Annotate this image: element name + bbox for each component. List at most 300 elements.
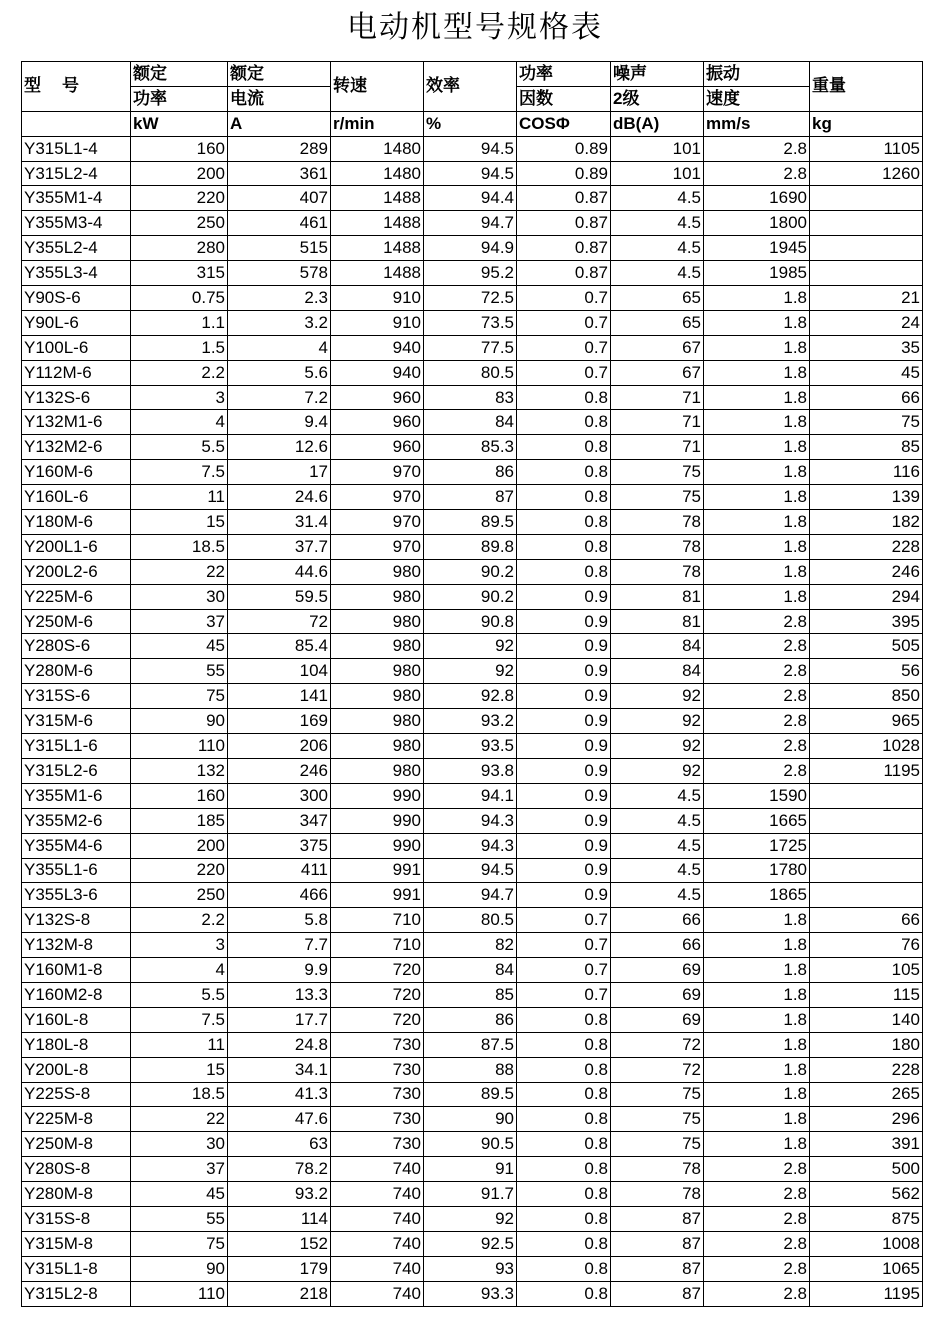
cell-weight: 45 <box>810 360 923 385</box>
unit-current: A <box>228 111 331 136</box>
cell-speed: 980 <box>331 734 424 759</box>
cell-noise: 69 <box>611 1007 704 1032</box>
cell-power-factor: 0.9 <box>517 684 611 709</box>
cell-weight: 35 <box>810 335 923 360</box>
cell-efficiency: 89.5 <box>424 510 517 535</box>
cell-vibration: 1.8 <box>704 584 810 609</box>
cell-vibration: 1.8 <box>704 485 810 510</box>
cell-vibration: 1.8 <box>704 559 810 584</box>
cell-power-factor: 0.89 <box>517 136 611 161</box>
cell-model: Y112M-6 <box>22 360 131 385</box>
cell-vibration: 1865 <box>704 883 810 908</box>
cell-power-factor: 0.9 <box>517 808 611 833</box>
cell-efficiency: 92 <box>424 634 517 659</box>
header-current-line1: 额定 <box>228 62 331 87</box>
cell-power-factor: 0.9 <box>517 783 611 808</box>
cell-speed: 1480 <box>331 161 424 186</box>
cell-power-factor: 0.7 <box>517 908 611 933</box>
cell-vibration: 1665 <box>704 808 810 833</box>
cell-speed: 960 <box>331 435 424 460</box>
cell-weight: 228 <box>810 534 923 559</box>
cell-model: Y315L2-4 <box>22 161 131 186</box>
table-row <box>22 485 923 510</box>
cell-noise: 84 <box>611 634 704 659</box>
cell-current: 63 <box>228 1132 331 1157</box>
cell-model: Y160L-8 <box>22 1007 131 1032</box>
cell-speed: 991 <box>331 858 424 883</box>
cell-model: Y315M-8 <box>22 1231 131 1256</box>
cell-weight: 395 <box>810 609 923 634</box>
cell-current: 466 <box>228 883 331 908</box>
cell-efficiency: 89.5 <box>424 1082 517 1107</box>
cell-speed: 980 <box>331 709 424 734</box>
cell-noise: 4.5 <box>611 833 704 858</box>
cell-weight: 182 <box>810 510 923 535</box>
cell-noise: 66 <box>611 933 704 958</box>
cell-model: Y315M-6 <box>22 709 131 734</box>
cell-power: 200 <box>131 833 228 858</box>
cell-power-factor: 0.8 <box>517 1107 611 1132</box>
cell-power-factor: 0.7 <box>517 982 611 1007</box>
cell-efficiency: 72.5 <box>424 286 517 311</box>
cell-power: 5.5 <box>131 982 228 1007</box>
cell-speed: 991 <box>331 883 424 908</box>
cell-current: 289 <box>228 136 331 161</box>
table-row <box>22 709 923 734</box>
cell-efficiency: 73.5 <box>424 310 517 335</box>
cell-power: 15 <box>131 1057 228 1082</box>
cell-speed: 980 <box>331 634 424 659</box>
cell-model: Y315L1-6 <box>22 734 131 759</box>
cell-current: 169 <box>228 709 331 734</box>
cell-speed: 980 <box>331 758 424 783</box>
cell-power-factor: 0.7 <box>517 933 611 958</box>
cell-speed: 910 <box>331 310 424 335</box>
cell-power: 30 <box>131 1132 228 1157</box>
cell-weight: 180 <box>810 1032 923 1057</box>
cell-vibration: 1.8 <box>704 1107 810 1132</box>
cell-vibration: 2.8 <box>704 734 810 759</box>
cell-model: Y225M-8 <box>22 1107 131 1132</box>
table-row <box>22 385 923 410</box>
cell-current: 114 <box>228 1206 331 1231</box>
cell-power: 55 <box>131 1206 228 1231</box>
cell-weight: 66 <box>810 908 923 933</box>
cell-noise: 71 <box>611 410 704 435</box>
cell-current: 41.3 <box>228 1082 331 1107</box>
header-efficiency: 效率 <box>424 62 517 112</box>
cell-model: Y132M2-6 <box>22 435 131 460</box>
cell-weight <box>810 211 923 236</box>
cell-current: 7.2 <box>228 385 331 410</box>
cell-noise: 65 <box>611 310 704 335</box>
cell-current: 407 <box>228 186 331 211</box>
cell-noise: 101 <box>611 161 704 186</box>
cell-noise: 81 <box>611 609 704 634</box>
cell-speed: 1480 <box>331 136 424 161</box>
cell-power: 45 <box>131 634 228 659</box>
cell-noise: 78 <box>611 534 704 559</box>
cell-power: 22 <box>131 1107 228 1132</box>
cell-noise: 72 <box>611 1032 704 1057</box>
cell-power-factor: 0.8 <box>517 1281 611 1306</box>
cell-power: 3 <box>131 385 228 410</box>
cell-efficiency: 92.5 <box>424 1231 517 1256</box>
cell-current: 78.2 <box>228 1157 331 1182</box>
cell-noise: 78 <box>611 1157 704 1182</box>
cell-power-factor: 0.8 <box>517 534 611 559</box>
cell-power: 7.5 <box>131 1007 228 1032</box>
cell-weight <box>810 883 923 908</box>
cell-power-factor: 0.8 <box>517 385 611 410</box>
cell-speed: 740 <box>331 1206 424 1231</box>
cell-power-factor: 0.8 <box>517 1206 611 1231</box>
cell-current: 85.4 <box>228 634 331 659</box>
cell-weight: 1008 <box>810 1231 923 1256</box>
cell-noise: 4.5 <box>611 186 704 211</box>
table-row <box>22 1281 923 1306</box>
cell-noise: 101 <box>611 136 704 161</box>
page-title: 电动机型号规格表 <box>347 10 603 45</box>
cell-current: 17.7 <box>228 1007 331 1032</box>
cell-power-factor: 0.9 <box>517 659 611 684</box>
cell-power: 4 <box>131 958 228 983</box>
table-row <box>22 684 923 709</box>
cell-speed: 990 <box>331 833 424 858</box>
cell-vibration: 1590 <box>704 783 810 808</box>
cell-noise: 75 <box>611 460 704 485</box>
unit-efficiency: % <box>424 111 517 136</box>
cell-model: Y315L1-4 <box>22 136 131 161</box>
cell-model: Y355M3-4 <box>22 211 131 236</box>
cell-model: Y132M-8 <box>22 933 131 958</box>
cell-speed: 970 <box>331 485 424 510</box>
cell-efficiency: 93.5 <box>424 734 517 759</box>
unit-noise: dB(A) <box>611 111 704 136</box>
cell-weight: 391 <box>810 1132 923 1157</box>
table-row <box>22 1107 923 1132</box>
cell-power: 220 <box>131 186 228 211</box>
cell-efficiency: 90.8 <box>424 609 517 634</box>
cell-vibration: 2.8 <box>704 1281 810 1306</box>
cell-power-factor: 0.8 <box>517 510 611 535</box>
cell-noise: 78 <box>611 510 704 535</box>
cell-power-factor: 0.87 <box>517 211 611 236</box>
cell-efficiency: 95.2 <box>424 261 517 286</box>
cell-speed: 740 <box>331 1231 424 1256</box>
cell-current: 5.8 <box>228 908 331 933</box>
table-row <box>22 460 923 485</box>
cell-model: Y355M1-6 <box>22 783 131 808</box>
cell-vibration: 1.8 <box>704 1032 810 1057</box>
cell-efficiency: 93.8 <box>424 758 517 783</box>
cell-vibration: 1985 <box>704 261 810 286</box>
cell-current: 24.8 <box>228 1032 331 1057</box>
cell-power-factor: 0.8 <box>517 1256 611 1281</box>
table-row <box>22 634 923 659</box>
cell-efficiency: 87 <box>424 485 517 510</box>
header-current-line2: 电流 <box>228 86 331 111</box>
cell-noise: 92 <box>611 758 704 783</box>
cell-power: 0.75 <box>131 286 228 311</box>
cell-power-factor: 0.7 <box>517 335 611 360</box>
cell-weight <box>810 858 923 883</box>
cell-power-factor: 0.8 <box>517 1032 611 1057</box>
cell-model: Y225S-8 <box>22 1082 131 1107</box>
cell-efficiency: 94.7 <box>424 211 517 236</box>
table-row <box>22 211 923 236</box>
cell-weight: 246 <box>810 559 923 584</box>
cell-speed: 1488 <box>331 186 424 211</box>
cell-current: 34.1 <box>228 1057 331 1082</box>
cell-power-factor: 0.8 <box>517 485 611 510</box>
cell-model: Y355L2-4 <box>22 236 131 261</box>
cell-speed: 740 <box>331 1157 424 1182</box>
cell-power: 75 <box>131 684 228 709</box>
cell-model: Y355M4-6 <box>22 833 131 858</box>
cell-vibration: 1.8 <box>704 335 810 360</box>
cell-weight: 505 <box>810 634 923 659</box>
cell-power: 55 <box>131 659 228 684</box>
cell-speed: 980 <box>331 659 424 684</box>
cell-weight: 139 <box>810 485 923 510</box>
table-body <box>22 136 923 1306</box>
cell-speed: 980 <box>331 609 424 634</box>
cell-current: 9.9 <box>228 958 331 983</box>
cell-power-factor: 0.9 <box>517 734 611 759</box>
cell-efficiency: 92.8 <box>424 684 517 709</box>
cell-power: 1.5 <box>131 335 228 360</box>
cell-noise: 92 <box>611 734 704 759</box>
cell-power-factor: 0.8 <box>517 410 611 435</box>
cell-vibration: 1.8 <box>704 1132 810 1157</box>
cell-power: 280 <box>131 236 228 261</box>
cell-power: 110 <box>131 1281 228 1306</box>
cell-weight: 1028 <box>810 734 923 759</box>
cell-power: 18.5 <box>131 1082 228 1107</box>
cell-model: Y200L2-6 <box>22 559 131 584</box>
cell-model: Y250M-6 <box>22 609 131 634</box>
cell-noise: 65 <box>611 286 704 311</box>
cell-weight: 115 <box>810 982 923 1007</box>
cell-power-factor: 0.9 <box>517 758 611 783</box>
cell-current: 9.4 <box>228 410 331 435</box>
cell-efficiency: 94.9 <box>424 236 517 261</box>
cell-power: 2.2 <box>131 360 228 385</box>
cell-weight <box>810 186 923 211</box>
cell-power-factor: 0.8 <box>517 1007 611 1032</box>
cell-noise: 4.5 <box>611 858 704 883</box>
cell-current: 141 <box>228 684 331 709</box>
table-row <box>22 858 923 883</box>
cell-efficiency: 86 <box>424 460 517 485</box>
cell-power-factor: 0.87 <box>517 261 611 286</box>
cell-speed: 970 <box>331 534 424 559</box>
cell-noise: 71 <box>611 435 704 460</box>
cell-power: 11 <box>131 1032 228 1057</box>
table-row <box>22 559 923 584</box>
cell-noise: 67 <box>611 360 704 385</box>
table-row <box>22 933 923 958</box>
cell-noise: 69 <box>611 982 704 1007</box>
cell-vibration: 1.8 <box>704 1057 810 1082</box>
cell-current: 206 <box>228 734 331 759</box>
cell-efficiency: 82 <box>424 933 517 958</box>
cell-efficiency: 94.1 <box>424 783 517 808</box>
cell-current: 59.5 <box>228 584 331 609</box>
cell-speed: 1488 <box>331 261 424 286</box>
cell-weight: 116 <box>810 460 923 485</box>
cell-power: 18.5 <box>131 534 228 559</box>
cell-weight: 24 <box>810 310 923 335</box>
cell-noise: 75 <box>611 1082 704 1107</box>
cell-weight: 105 <box>810 958 923 983</box>
cell-vibration: 2.8 <box>704 161 810 186</box>
cell-noise: 84 <box>611 659 704 684</box>
cell-vibration: 1.8 <box>704 435 810 460</box>
cell-power-factor: 0.8 <box>517 1132 611 1157</box>
table-row <box>22 236 923 261</box>
cell-efficiency: 84 <box>424 958 517 983</box>
table-row <box>22 584 923 609</box>
cell-current: 515 <box>228 236 331 261</box>
cell-vibration: 2.8 <box>704 709 810 734</box>
cell-power: 11 <box>131 485 228 510</box>
table-row <box>22 510 923 535</box>
cell-current: 179 <box>228 1256 331 1281</box>
cell-model: Y280S-6 <box>22 634 131 659</box>
cell-efficiency: 93.2 <box>424 709 517 734</box>
cell-vibration: 1.8 <box>704 534 810 559</box>
cell-power-factor: 0.9 <box>517 709 611 734</box>
cell-power-factor: 0.9 <box>517 584 611 609</box>
table-row <box>22 435 923 460</box>
cell-noise: 87 <box>611 1206 704 1231</box>
cell-model: Y200L1-6 <box>22 534 131 559</box>
table-row <box>22 534 923 559</box>
cell-vibration: 1.8 <box>704 908 810 933</box>
cell-model: Y315S-8 <box>22 1206 131 1231</box>
cell-current: 104 <box>228 659 331 684</box>
cell-efficiency: 91.7 <box>424 1182 517 1207</box>
cell-vibration: 2.8 <box>704 1182 810 1207</box>
cell-vibration: 2.8 <box>704 758 810 783</box>
cell-efficiency: 87.5 <box>424 1032 517 1057</box>
cell-power-factor: 0.8 <box>517 1182 611 1207</box>
cell-efficiency: 90.2 <box>424 559 517 584</box>
cell-vibration: 1945 <box>704 236 810 261</box>
cell-vibration: 2.8 <box>704 659 810 684</box>
cell-current: 3.2 <box>228 310 331 335</box>
cell-model: Y355M1-4 <box>22 186 131 211</box>
cell-power-factor: 0.89 <box>517 161 611 186</box>
cell-speed: 730 <box>331 1082 424 1107</box>
cell-speed: 720 <box>331 958 424 983</box>
cell-speed: 960 <box>331 385 424 410</box>
cell-noise: 78 <box>611 1182 704 1207</box>
cell-weight: 228 <box>810 1057 923 1082</box>
cell-noise: 92 <box>611 709 704 734</box>
cell-power-factor: 0.9 <box>517 634 611 659</box>
cell-current: 93.2 <box>228 1182 331 1207</box>
cell-vibration: 1.8 <box>704 982 810 1007</box>
cell-vibration: 2.8 <box>704 136 810 161</box>
cell-speed: 730 <box>331 1032 424 1057</box>
table-row <box>22 360 923 385</box>
table-row <box>22 982 923 1007</box>
table-row <box>22 808 923 833</box>
cell-model: Y132S-8 <box>22 908 131 933</box>
cell-model: Y160L-6 <box>22 485 131 510</box>
cell-power-factor: 0.8 <box>517 1157 611 1182</box>
cell-power-factor: 0.9 <box>517 883 611 908</box>
table-row <box>22 410 923 435</box>
cell-current: 4 <box>228 335 331 360</box>
cell-efficiency: 92 <box>424 1206 517 1231</box>
cell-efficiency: 90.5 <box>424 1132 517 1157</box>
cell-current: 31.4 <box>228 510 331 535</box>
cell-power: 185 <box>131 808 228 833</box>
cell-model: Y280M-6 <box>22 659 131 684</box>
cell-current: 461 <box>228 211 331 236</box>
cell-current: 37.7 <box>228 534 331 559</box>
header-vibration-line2: 速度 <box>704 86 810 111</box>
table-row <box>22 261 923 286</box>
cell-speed: 730 <box>331 1132 424 1157</box>
table-row <box>22 186 923 211</box>
cell-noise: 75 <box>611 1132 704 1157</box>
cell-power: 90 <box>131 709 228 734</box>
unit-weight: kg <box>810 111 923 136</box>
cell-power: 3 <box>131 933 228 958</box>
table-row <box>22 958 923 983</box>
header-pf-line1: 功率 <box>517 62 611 87</box>
cell-power-factor: 0.7 <box>517 360 611 385</box>
cell-power: 37 <box>131 1157 228 1182</box>
cell-weight: 965 <box>810 709 923 734</box>
cell-vibration: 1.8 <box>704 1082 810 1107</box>
cell-weight: 562 <box>810 1182 923 1207</box>
cell-power-factor: 0.8 <box>517 435 611 460</box>
cell-vibration: 2.8 <box>704 1231 810 1256</box>
header-model: 型 号 <box>22 62 131 112</box>
cell-current: 12.6 <box>228 435 331 460</box>
cell-vibration: 2.8 <box>704 1256 810 1281</box>
cell-current: 361 <box>228 161 331 186</box>
table-row <box>22 1007 923 1032</box>
cell-vibration: 2.8 <box>704 1157 810 1182</box>
cell-current: 300 <box>228 783 331 808</box>
unit-speed: r/min <box>331 111 424 136</box>
table-row <box>22 335 923 360</box>
cell-weight <box>810 808 923 833</box>
cell-vibration: 1800 <box>704 211 810 236</box>
cell-speed: 980 <box>331 559 424 584</box>
cell-vibration: 2.8 <box>704 634 810 659</box>
cell-noise: 4.5 <box>611 883 704 908</box>
cell-power: 250 <box>131 211 228 236</box>
table-row <box>22 734 923 759</box>
cell-current: 24.6 <box>228 485 331 510</box>
cell-speed: 720 <box>331 1007 424 1032</box>
cell-power: 2.2 <box>131 908 228 933</box>
cell-current: 47.6 <box>228 1107 331 1132</box>
cell-current: 347 <box>228 808 331 833</box>
cell-current: 5.6 <box>228 360 331 385</box>
cell-model: Y180L-8 <box>22 1032 131 1057</box>
cell-efficiency: 86 <box>424 1007 517 1032</box>
cell-power: 315 <box>131 261 228 286</box>
